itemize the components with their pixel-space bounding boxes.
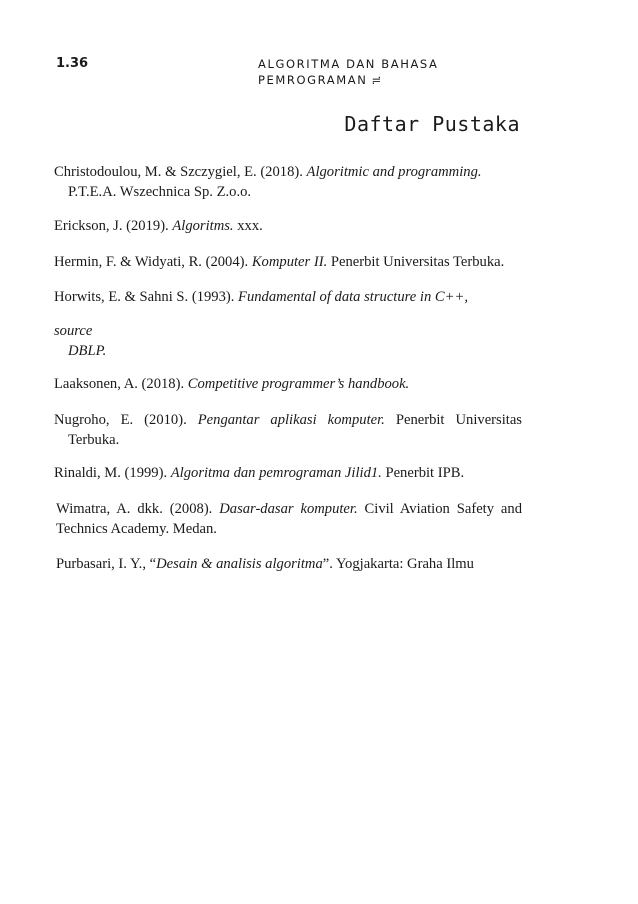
reference-title: Algoritms. (172, 218, 234, 234)
reference-title: Fundamental of data structure in C++, (238, 289, 468, 305)
reference-authors: Hermin, F. & Widyati, R. (2004). (54, 254, 252, 270)
reference-title: Algoritmic and programming. (306, 164, 482, 180)
reference-christodoulou (54, 162, 522, 202)
reference-authors: Wimatra, A. dkk. (2008). (56, 501, 220, 517)
section-title: Daftar Pustaka (344, 112, 520, 136)
page-number: 1.36 (56, 56, 89, 71)
reference-authors: Nugroho, E. (2010). (54, 412, 198, 428)
reference-nugroho (54, 410, 522, 450)
reference-continuation: Technics Academy. Medan. (56, 521, 217, 537)
reference-line (54, 410, 522, 430)
reference-horwits-source (54, 321, 522, 361)
reference-title: Algoritma dan pemrograman Jilid1. (170, 465, 382, 481)
reference-publisher: Penerbit IPB. (381, 465, 465, 481)
reference-title: Desain & analisis algoritma (156, 556, 323, 572)
reference-title: Komputer II. (251, 254, 328, 270)
running-head-line-2 (258, 72, 439, 88)
reference-authors: Rinaldi, M. (1999). (54, 465, 171, 481)
reference-line (54, 162, 522, 182)
reference-line (54, 287, 522, 307)
reference-hermin (54, 252, 522, 272)
reference-wimatra (56, 499, 524, 539)
reference-rinaldi (54, 463, 522, 483)
reference-publisher: Penerbit Universitas (384, 412, 522, 428)
reference-source-label: source (54, 323, 93, 339)
reference-erickson (54, 216, 522, 236)
reference-title: Competitive programmer’s handbook. (187, 376, 410, 392)
reference-authors: Purbasari, I. Y., “ (56, 556, 157, 572)
approx-symbol-icon: ≓ (371, 73, 382, 87)
reference-line (56, 499, 522, 519)
reference-continuation (54, 341, 522, 361)
reference-line (54, 321, 522, 341)
reference-continuation: Terbuka. (68, 432, 120, 448)
reference-title: Pengantar aplikasi komputer. (197, 412, 385, 428)
reference-publisher: Penerbit Universitas Terbuka. (327, 254, 505, 270)
reference-authors: Christodoulou, M. & Szczygiel, E. (2018). (54, 164, 307, 180)
reference-publisher: ”. Yogjakarta: Graha Ilmu (322, 556, 474, 572)
reference-authors: Horwits, E. & Sahni S. (1993). (54, 289, 239, 305)
reference-publisher: xxx. (233, 218, 263, 234)
running-head-line-1: ALGORITMA DAN BAHASA (258, 57, 439, 71)
reference-horwits (54, 287, 522, 307)
running-head-text: PEMROGRAMAN (258, 73, 368, 87)
reference-purbasari (56, 554, 524, 574)
reference-authors: Laaksonen, A. (2018). (54, 376, 188, 392)
reference-publisher: Civil Aviation Safety and (357, 501, 523, 517)
reference-title: Dasar-dasar komputer. (219, 501, 358, 517)
reference-source-name: DBLP. (68, 343, 107, 359)
reference-laaksonen (54, 374, 522, 394)
reference-authors: Erickson, J. (2019). (54, 218, 173, 234)
reference-continuation: P.T.E.A. Wszechnica Sp. Z.o.o. (68, 184, 252, 200)
running-head (258, 56, 439, 88)
